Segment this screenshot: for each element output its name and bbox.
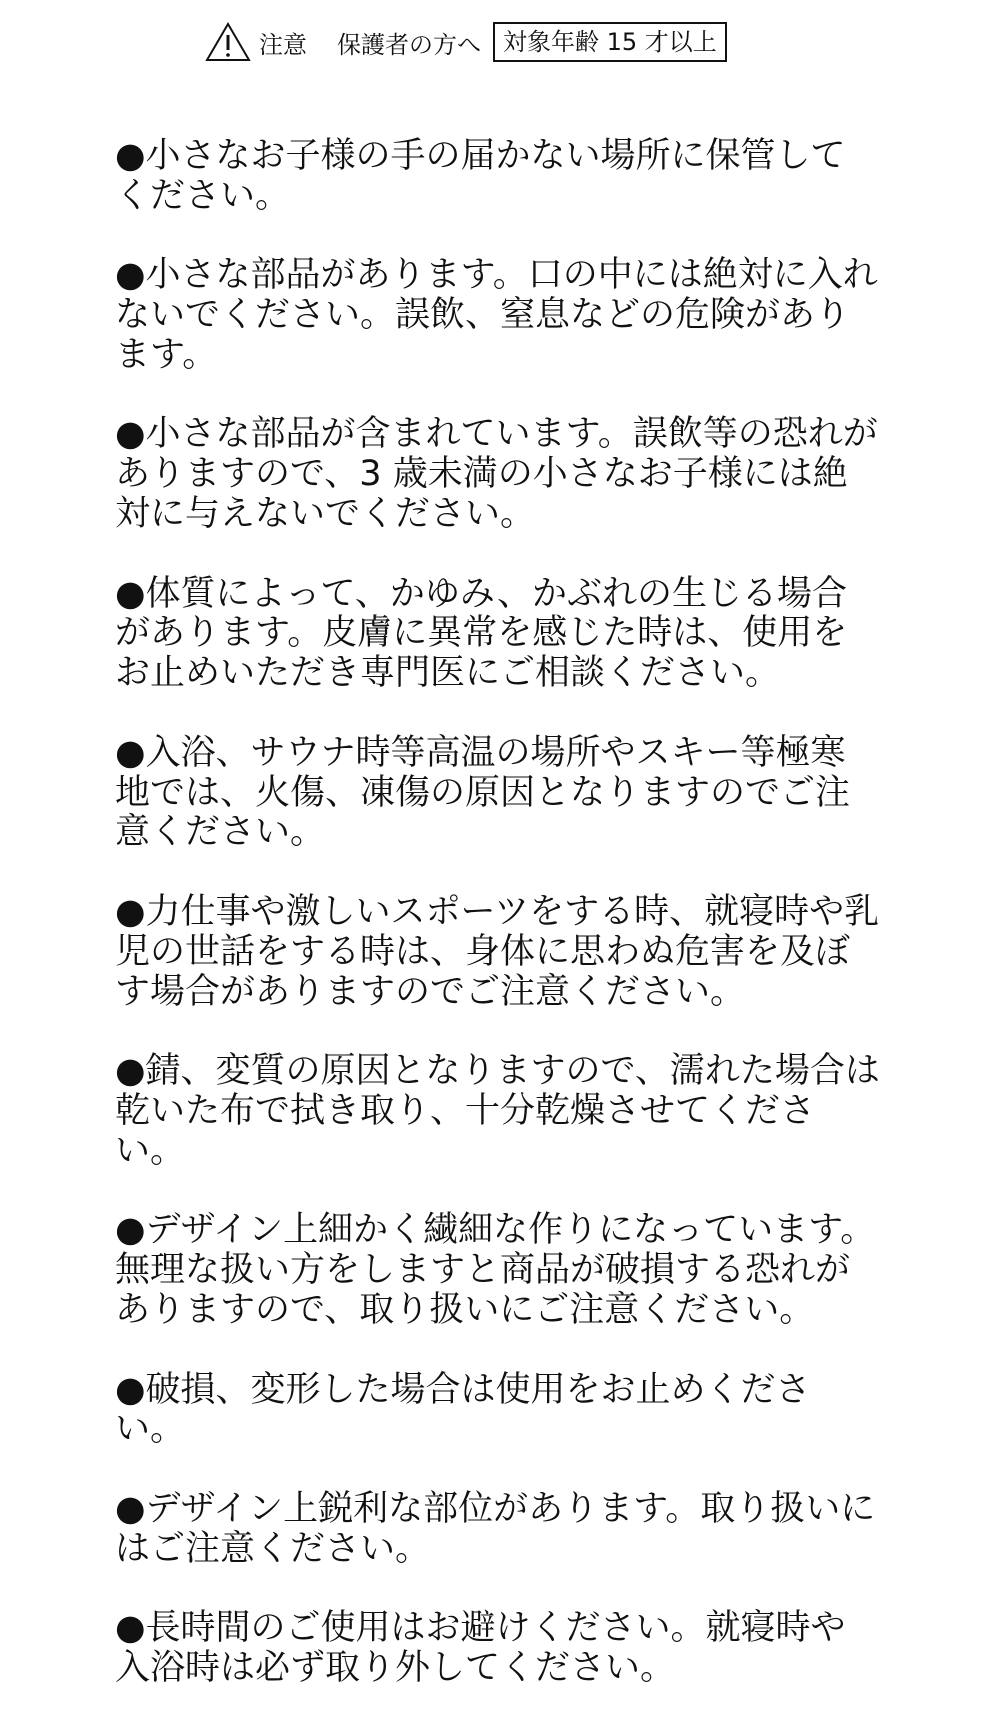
note-item: ●小さな部品が含まれています。誤飲等の恐れがありますので、3 歳未満の小さなお子様には絶対に与えないでください。	[115, 414, 878, 534]
warning-triangle-icon	[205, 22, 251, 62]
guardian-label: 保護者の方へ	[337, 30, 481, 59]
note-item: ●長時間のご使用はお避けください。就寝時や入浴時は必ず取り外してください。	[115, 1608, 846, 1689]
caution-notes	[115, 97, 880, 1729]
caution-label: 注意	[259, 30, 307, 59]
age-badge: 対象年齢 15 才以上	[493, 22, 727, 62]
note-item: ●錆、変質の原因となりますので、濡れた場合は乾いた布で拭き取り、十分乾燥させてください。	[115, 1051, 880, 1171]
note-item: ●入浴、サウナ時等高温の場所やスキー等極寒地では、火傷、凍傷の原因となりますのでご注意ください。	[115, 732, 851, 853]
note-item: ●破損、変形した場合は使用をお止めください。	[115, 1369, 811, 1450]
note-item: ●デザイン上細かく繊細な作りになっています。無理な扱い方をしますと商品が破損する恐れがありますので、取り扱いにご注意ください。	[115, 1210, 876, 1330]
note-item: ●小さなお子様の手の届かない場所に保管してください。	[115, 135, 846, 216]
note-item: ●小さな部品があります。口の中には絶対に入れないでください。誤飲、窒息などの危険があります。	[115, 255, 878, 375]
note-item: ●デザイン上鋭利な部位があります。取り扱いにはご注意ください。	[115, 1488, 876, 1569]
note-item: ●力仕事や激しいスポーツをする時、就寝時や乳児の世話をする時は、身体に思わぬ危害を及ぼす場合がありますのでご注意ください。	[115, 891, 880, 1012]
warning-header	[205, 20, 727, 64]
note-item: ●体質によって、かゆみ、かぶれの生じる場合があります。皮膚に異常を感じた時は、使用をお止めいただき専門医にご相談ください。	[115, 573, 848, 694]
